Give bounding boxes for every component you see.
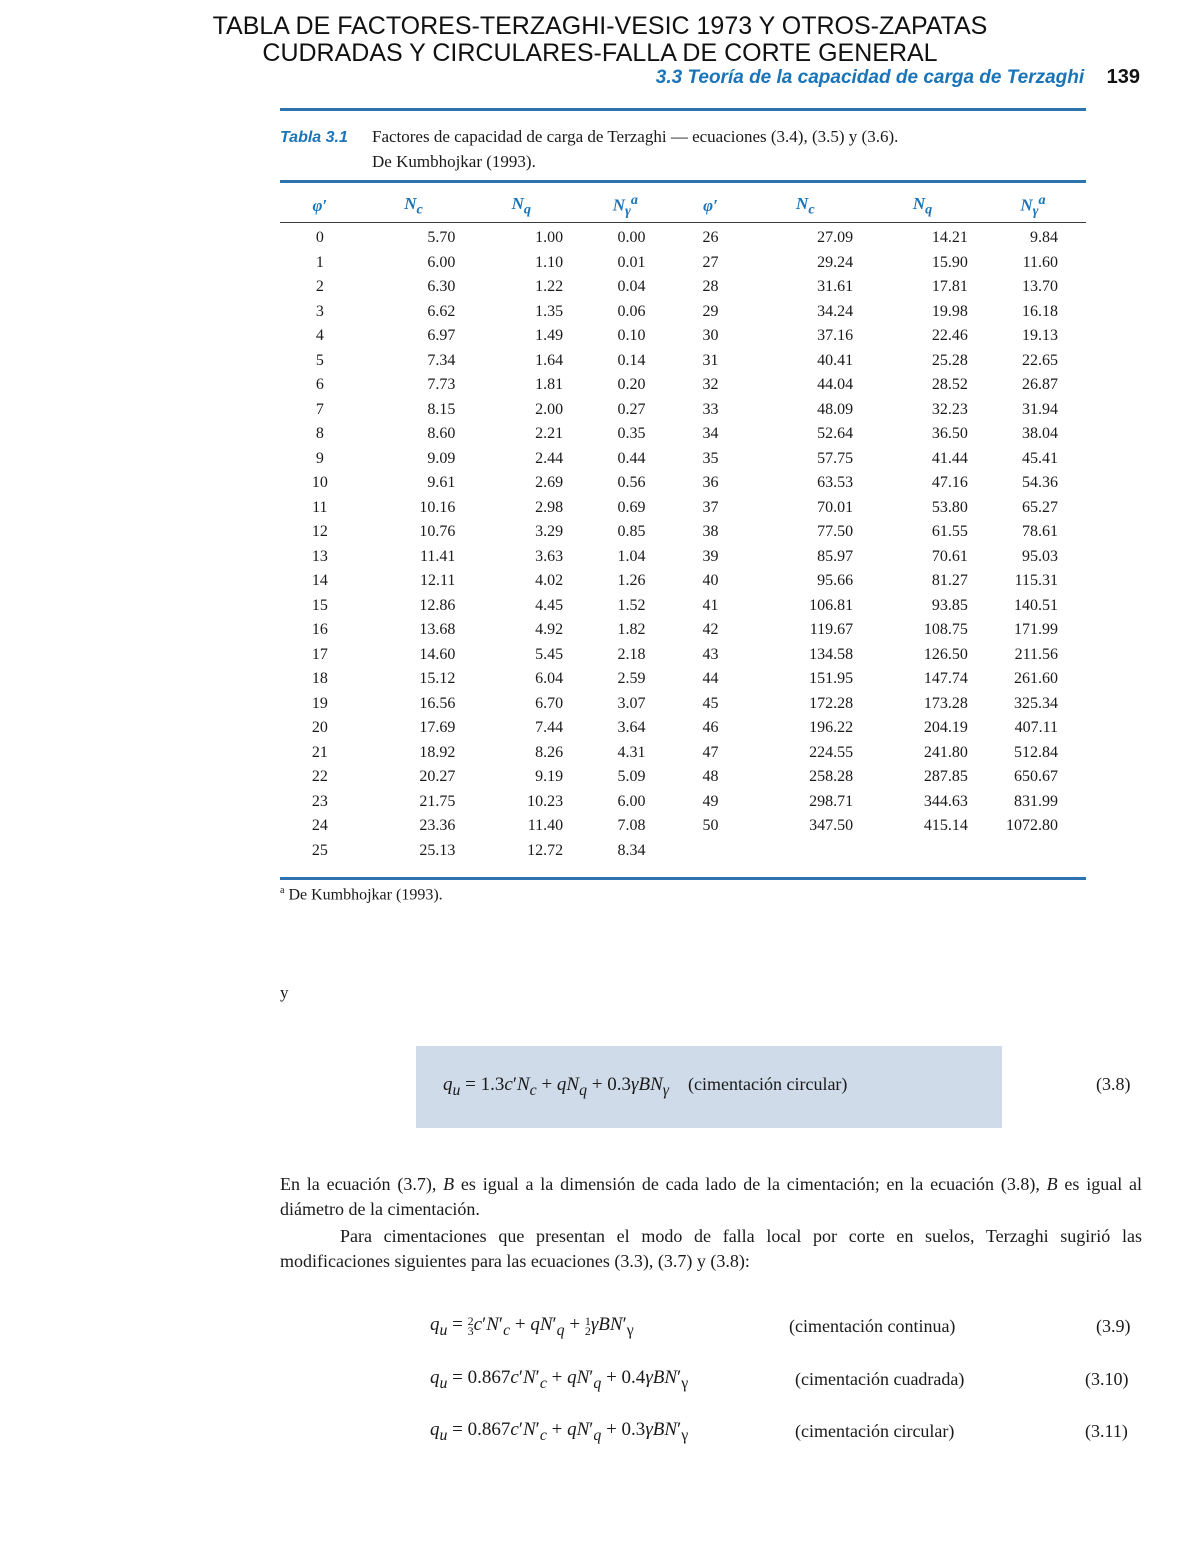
table-cell: 3.29 xyxy=(535,523,564,540)
table-cell: 204.19 xyxy=(923,719,968,736)
table-cell: 19.98 xyxy=(931,302,968,320)
table-cell xyxy=(676,839,746,864)
table-cell: 40.41 xyxy=(817,351,854,369)
table-cell: 3.64 xyxy=(617,719,646,736)
col-header-ngamma: $N_\gamma^a$ xyxy=(612,191,638,220)
table-row xyxy=(280,398,1086,423)
table-top-rule xyxy=(280,108,1086,111)
col-header-ngamma-2: $N_\gamma^a$ xyxy=(1020,191,1046,220)
table-cell: 258.28 xyxy=(809,768,854,785)
table-cell: 5.09 xyxy=(617,768,646,785)
table-row xyxy=(280,839,1086,864)
table-cell: 8.60 xyxy=(427,425,456,442)
table-row xyxy=(280,790,1086,815)
table-footnote xyxy=(280,885,443,904)
section-title: 3.3 Teoría de la capacidad de carga de Terzaghi xyxy=(655,67,1085,88)
table-cell: 12.72 xyxy=(527,841,564,859)
equation-3-8-number: (3.8) xyxy=(1096,1074,1131,1094)
table-cell: 0.69 xyxy=(617,498,646,516)
table-cell: 14.21 xyxy=(931,229,968,246)
table-cell: 407.11 xyxy=(1014,719,1058,736)
page-number: 139 xyxy=(1106,66,1140,88)
table-cell: 5 xyxy=(315,351,324,369)
table-cell: 13 xyxy=(311,547,328,565)
equation-3-8-box xyxy=(416,1046,1002,1128)
conjunction-y: y xyxy=(280,983,289,1002)
table-cell: 17 xyxy=(311,645,328,663)
table-cell: 11.40 xyxy=(527,817,564,834)
table-cell: 147.74 xyxy=(923,670,968,687)
table-cell: 241.80 xyxy=(923,743,968,761)
table-cell xyxy=(865,839,980,864)
table-cell: 171.99 xyxy=(1014,621,1058,638)
table-cell: 29 xyxy=(702,302,719,320)
table-cell: 8.34 xyxy=(617,841,646,859)
table-cell: 38 xyxy=(702,523,719,540)
col-header-nc: $N_c$ xyxy=(404,193,423,218)
table-row xyxy=(280,251,1086,276)
table-cell: 1.82 xyxy=(617,621,646,638)
footnote-mark: a xyxy=(280,885,285,896)
table-cell: 21.75 xyxy=(419,792,456,810)
table-cell: 3 xyxy=(315,302,324,320)
table-cell: 1072.80 xyxy=(1006,817,1058,834)
table-cell: 0.10 xyxy=(617,327,646,344)
table-cell: 40 xyxy=(702,572,719,589)
table-cell: 126.50 xyxy=(923,645,968,663)
table-cell: 22.65 xyxy=(1022,351,1058,369)
table-cell: 48 xyxy=(702,768,719,785)
table-cell: 287.85 xyxy=(923,768,968,785)
table-cell: 0.14 xyxy=(617,351,646,369)
table-cell: 5.70 xyxy=(427,229,456,246)
table-row xyxy=(280,741,1086,766)
equation-3-10-comment: (cimentación cuadrada) xyxy=(795,1369,965,1389)
table-cell: 85.97 xyxy=(817,547,854,565)
table-header-top-rule xyxy=(280,180,1086,183)
table-cell: 224.55 xyxy=(809,743,854,761)
table-cell: 27 xyxy=(702,253,719,271)
table-cell: 44.04 xyxy=(817,376,854,393)
table-row xyxy=(280,226,1086,251)
table-cell: 5.45 xyxy=(535,645,564,663)
table-cell: 23 xyxy=(311,792,328,810)
table-cell xyxy=(980,839,1086,864)
equation-3-8-comment: (cimentación circular) xyxy=(688,1074,848,1094)
table-row xyxy=(280,716,1086,741)
col-header-phi-2: φ′ xyxy=(703,196,718,215)
table-cell: 57.75 xyxy=(817,449,854,467)
table-cell: 6.70 xyxy=(535,694,564,712)
paragraph-1: En la ecuación (3.7), B es igual a la dimensión de cada lado de la cimentación; en la ecuación (3.8), B es igual al diámetro de la cimentación. xyxy=(280,1174,1143,1219)
table-cell: 14 xyxy=(311,572,328,589)
equation-3-9: $q_u$ = 2 3 $c'N'_c + qN'_q$ + 1 2 $\gamma BN'_\gamma$ xyxy=(430,1313,634,1339)
table-cell: 6.00 xyxy=(617,792,646,810)
table-cell: 21 xyxy=(311,743,328,761)
equation-3-9-number: (3.9) xyxy=(1096,1316,1131,1336)
table-cell: 0.00 xyxy=(617,229,646,246)
table-row xyxy=(280,471,1086,496)
table-cell: 19.13 xyxy=(1022,327,1058,344)
table-cell: 95.66 xyxy=(817,572,854,589)
table-cell: 26.87 xyxy=(1022,376,1058,393)
table-cell: 16 xyxy=(311,621,328,638)
table-cell: 6.00 xyxy=(427,253,456,271)
table-cell: 47.16 xyxy=(931,474,968,491)
table-cell: 15.90 xyxy=(931,253,968,271)
table-row xyxy=(280,422,1086,447)
table-cell: 42 xyxy=(702,621,719,638)
table-cell: 37 xyxy=(702,498,719,516)
table-cell: 1.22 xyxy=(535,278,564,295)
footnote-text: De Kumbhojkar (1993). xyxy=(288,886,443,904)
table-row xyxy=(280,373,1086,398)
table-cell: 0.56 xyxy=(617,474,646,491)
table-cell: 29.24 xyxy=(817,253,854,271)
table-cell: 6.97 xyxy=(427,327,456,344)
table-cell: 10.76 xyxy=(419,523,456,540)
table-cell: 10.16 xyxy=(419,498,456,516)
table-cell: 16.56 xyxy=(419,694,456,712)
table-cell: 115.31 xyxy=(1014,572,1058,589)
table-cell: 11.60 xyxy=(1022,253,1058,271)
table-cell: 108.75 xyxy=(923,621,968,638)
table-row xyxy=(280,447,1086,472)
table-cell: 46 xyxy=(702,719,719,736)
equation-3-11-number: (3.11) xyxy=(1085,1421,1128,1441)
table-cell: 48.09 xyxy=(817,400,854,418)
table-cell: 12 xyxy=(311,523,328,540)
table-cell: 151.95 xyxy=(809,670,854,687)
table-cell: 49 xyxy=(702,792,719,810)
table-cell: 2.98 xyxy=(535,498,564,516)
table-cell: 22.46 xyxy=(931,327,968,344)
table-cell: 1.35 xyxy=(535,302,564,320)
table-cell: 23.36 xyxy=(419,817,456,834)
table-cell: 325.34 xyxy=(1014,694,1058,712)
table-cell: 7 xyxy=(315,400,324,418)
table-cell: 3.63 xyxy=(535,547,564,565)
table-cell: 18.92 xyxy=(419,743,456,761)
table-cell: 54.36 xyxy=(1022,474,1058,491)
table-row xyxy=(280,667,1086,692)
col-header-nq: $N_q$ xyxy=(511,193,531,218)
table-cell: 17.69 xyxy=(419,719,456,736)
table-cell: 106.81 xyxy=(809,596,854,614)
table-cell: 2 xyxy=(315,278,324,295)
table-cell: 6 xyxy=(315,376,324,393)
table-cell: 20.27 xyxy=(419,768,456,785)
table-cell: 2.59 xyxy=(617,670,646,687)
table-cell: 4 xyxy=(315,327,324,344)
table-cell: 16.18 xyxy=(1022,302,1058,320)
table-cell: 11 xyxy=(312,498,328,516)
table-cell: 0.06 xyxy=(617,302,646,320)
table-row xyxy=(280,618,1086,643)
table-header xyxy=(280,186,1086,226)
table-cell: 831.99 xyxy=(1014,792,1058,810)
table-cell: 37.16 xyxy=(817,327,854,344)
table-cell: 9.84 xyxy=(1030,229,1058,246)
table-cell: 2.44 xyxy=(535,449,564,467)
table-cell: 17.81 xyxy=(931,278,968,295)
table-cell: 134.58 xyxy=(809,645,854,663)
table-cell: 25.28 xyxy=(931,351,968,369)
table-cell: 95.03 xyxy=(1022,547,1058,565)
table-row xyxy=(280,692,1086,717)
table-cell: 211.56 xyxy=(1014,645,1058,663)
table-cell: 27.09 xyxy=(817,229,854,246)
table-caption-text: Factores de capacidad de carga de Terzaghi — ecuaciones (3.4), (3.5) y (3.6). xyxy=(372,127,899,146)
table-cell: 140.51 xyxy=(1014,596,1058,614)
table-cell: 77.50 xyxy=(817,523,854,540)
table-cell: 93.85 xyxy=(931,596,968,614)
equation-3-9-comment: (cimentación continua) xyxy=(789,1316,956,1336)
table-cell: 9.61 xyxy=(427,474,456,491)
table-cell: 45.41 xyxy=(1022,449,1058,467)
table-cell: 0.27 xyxy=(617,400,646,418)
table-cell: 0.44 xyxy=(617,449,646,467)
table-cell: 9.19 xyxy=(535,768,564,785)
equation-3-8: $q_u = 1.3c'N_c + qN_q + 0.3\gamma BN_\gamma$ (cimentación circular) xyxy=(443,1074,848,1099)
table-cell: 41.44 xyxy=(931,449,968,467)
table-cell: 1.10 xyxy=(535,253,564,271)
table-cell: 3.07 xyxy=(617,694,646,712)
table-cell: 35 xyxy=(702,449,719,467)
table-cell: 2.18 xyxy=(617,645,646,663)
table-cell: 31.61 xyxy=(817,278,854,295)
paragraph-2: Para cimentaciones que presentan el modo de falla local por corte en suelos, Terzaghi sugirió las modificaciones siguientes para las ecuaciones (3.3), (3.7) y (3.8): xyxy=(280,1226,1142,1271)
table-cell: 44 xyxy=(702,670,719,687)
table-cell: 50 xyxy=(702,817,719,834)
table-caption-source: De Kumbhojkar (1993). xyxy=(372,152,536,171)
table-row xyxy=(280,520,1086,545)
table-row xyxy=(280,496,1086,521)
table-cell: 4.02 xyxy=(535,572,564,589)
table-cell: 4.45 xyxy=(535,596,564,614)
table-cell: 43 xyxy=(702,645,719,663)
table-cell: 52.64 xyxy=(817,425,854,442)
table-cell: 0.20 xyxy=(617,376,646,393)
table-cell: 22 xyxy=(311,768,328,785)
table-cell: 53.80 xyxy=(931,498,968,516)
table-cell: 33 xyxy=(702,400,719,418)
table-cell: 36.50 xyxy=(931,425,968,442)
table-cell: 9 xyxy=(315,449,324,467)
table-cell: 344.63 xyxy=(923,792,968,810)
table-row xyxy=(280,324,1086,349)
table-cell: 650.67 xyxy=(1014,768,1058,785)
table-row xyxy=(280,814,1086,839)
table-cell: 6.04 xyxy=(535,670,564,687)
table-cell: 28.52 xyxy=(931,376,968,393)
table-cell: 8 xyxy=(315,425,324,442)
equation-3-10: $q_u = 0.867c'N'_c + qN'_q + 0.4\gamma BN'_\gamma$ xyxy=(430,1367,689,1392)
equation-3-11: $q_u = 0.867c'N'_c + qN'_q + 0.3\gamma BN'_\gamma$ xyxy=(430,1419,689,1444)
document-title-line-2: CUDRADAS Y CIRCULARES-FALLA DE CORTE GENERAL xyxy=(262,39,938,67)
table-cell: 26 xyxy=(702,229,719,246)
table-cell: 4.31 xyxy=(617,743,646,761)
table-cell: 13.68 xyxy=(419,621,456,638)
table-row xyxy=(280,275,1086,300)
table-cell: 119.67 xyxy=(809,621,854,638)
table-cell: 173.28 xyxy=(923,694,968,712)
table-cell: 415.14 xyxy=(923,817,968,834)
table-cell: 12.86 xyxy=(419,596,456,614)
table-cell: 298.71 xyxy=(809,792,854,810)
table-cell: 14.60 xyxy=(419,645,456,663)
table-cell: 36 xyxy=(702,474,719,491)
table-cell: 10 xyxy=(311,474,328,491)
table-cell: 7.44 xyxy=(535,719,564,736)
table-cell: 47 xyxy=(702,743,719,761)
table-cell: 31 xyxy=(702,351,719,369)
col-header-nc-2: $N_c$ xyxy=(796,193,815,218)
table-cell: 1.00 xyxy=(535,229,564,246)
table-cell: 70.61 xyxy=(931,547,968,565)
table-cell: 38.04 xyxy=(1022,425,1058,442)
table-row xyxy=(280,569,1086,594)
col-header-nq-2: $N_q$ xyxy=(912,193,933,218)
table-row xyxy=(280,349,1086,374)
table-cell: 512.84 xyxy=(1014,743,1058,761)
table-cell: 32.23 xyxy=(931,400,968,418)
table-cell: 10.23 xyxy=(527,792,564,810)
table-cell: 31.94 xyxy=(1022,400,1058,418)
table-cell: 34 xyxy=(702,425,719,442)
table-cell: 65.27 xyxy=(1022,498,1058,516)
table-cell: 7.08 xyxy=(617,817,646,834)
table-cell: 15 xyxy=(311,596,328,614)
table-cell: 0.04 xyxy=(617,278,646,295)
table-row xyxy=(280,300,1086,325)
table-cell: 81.27 xyxy=(931,572,968,589)
table-cell: 30 xyxy=(702,327,719,344)
table-cell: 45 xyxy=(702,694,719,712)
table-cell: 15.12 xyxy=(419,670,456,687)
running-head xyxy=(0,63,1140,93)
table-label: Tabla 3.1 xyxy=(280,129,348,146)
table-row xyxy=(280,594,1086,619)
table-cell: 0 xyxy=(315,229,324,246)
table-cell: 70.01 xyxy=(817,498,854,516)
table-cell: 25 xyxy=(311,841,328,859)
table-cell: 28 xyxy=(702,278,719,295)
table-cell: 12.11 xyxy=(419,572,456,589)
table-row xyxy=(280,643,1086,668)
table-cell: 24 xyxy=(311,817,328,834)
table-cell: 261.60 xyxy=(1014,670,1058,687)
table-cell: 18 xyxy=(311,670,328,687)
table-caption xyxy=(280,125,1086,174)
table-cell: 6.62 xyxy=(427,302,456,320)
table-cell: 196.22 xyxy=(809,719,854,736)
table-cell: 20 xyxy=(311,719,328,736)
table-cell: 1.04 xyxy=(617,547,646,565)
table-cell: 7.73 xyxy=(427,376,456,393)
col-header-phi: φ′ xyxy=(312,196,328,215)
table-cell: 34.24 xyxy=(817,302,854,320)
table-header-bottom-rule xyxy=(280,222,1086,223)
table-cell: 8.15 xyxy=(427,400,456,418)
table-cell: 11.41 xyxy=(419,547,456,565)
table-cell: 6.30 xyxy=(427,278,456,295)
table-cell: 1 xyxy=(315,253,324,271)
table-row xyxy=(280,545,1086,570)
table-cell: 4.92 xyxy=(535,621,564,638)
table-cell xyxy=(746,839,866,864)
table-cell: 61.55 xyxy=(931,523,968,540)
table-cell: 41 xyxy=(702,596,719,614)
equation-3-11-comment: (cimentación circular) xyxy=(795,1421,955,1441)
table-cell: 9.09 xyxy=(427,449,456,467)
table-cell: 347.50 xyxy=(809,817,854,834)
table-cell: 0.01 xyxy=(617,253,646,271)
table-cell: 2.69 xyxy=(535,474,564,491)
document-title-line-1: TABLA DE FACTORES-TERZAGHI-VESIC 1973 Y OTROS-ZAPATAS xyxy=(212,12,988,40)
table-cell: 1.26 xyxy=(617,572,646,589)
table-bottom-rule xyxy=(280,877,1086,880)
table-cell: 32 xyxy=(702,376,719,393)
bearing-capacity-table xyxy=(280,186,1086,863)
table-cell: 19 xyxy=(311,694,328,712)
equation-3-10-number: (3.10) xyxy=(1085,1369,1129,1389)
table-cell: 25.13 xyxy=(419,841,456,859)
table-cell: 63.53 xyxy=(817,474,854,491)
table-cell: 13.70 xyxy=(1022,278,1058,295)
table-cell: 172.28 xyxy=(809,694,854,712)
table-cell: 8.26 xyxy=(535,743,564,761)
table-cell: 1.64 xyxy=(535,351,564,369)
table-cell: 39 xyxy=(702,547,719,565)
table-cell: 0.35 xyxy=(617,425,646,442)
table-cell: 1.49 xyxy=(535,327,564,344)
table-cell: 78.61 xyxy=(1022,523,1058,540)
table-row xyxy=(280,765,1086,790)
table-cell: 1.81 xyxy=(535,376,564,393)
table-cell: 7.34 xyxy=(427,351,456,369)
table-cell: 2.21 xyxy=(535,425,564,442)
table-cell: 2.00 xyxy=(535,400,564,418)
table-cell: 0.85 xyxy=(617,523,646,540)
table-cell: 1.52 xyxy=(617,596,646,614)
table-body xyxy=(280,226,1086,863)
